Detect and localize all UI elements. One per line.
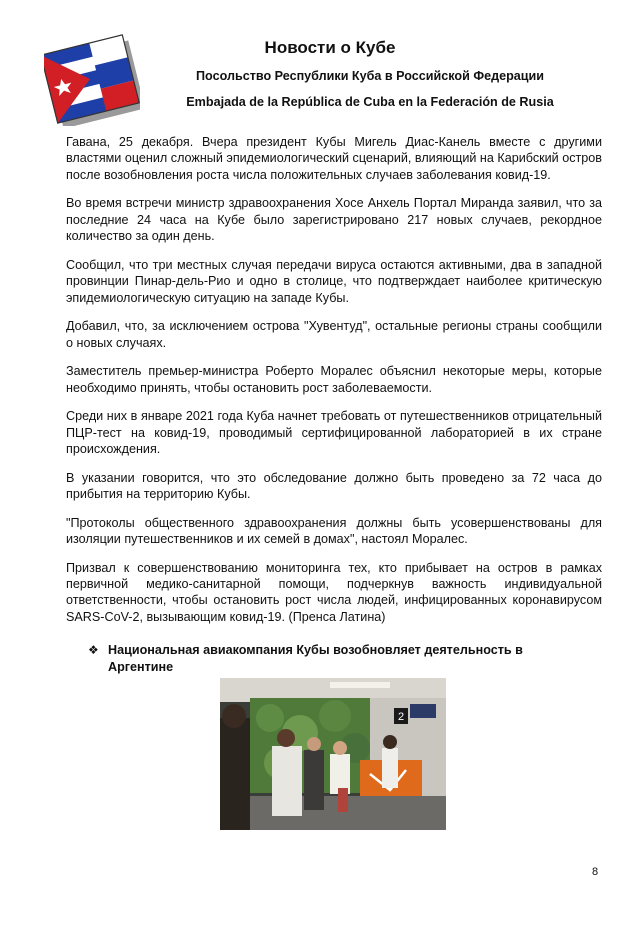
article-paragraph: В указании говорится, что это обследование должно быть проведено за 72 часа до прибытия на территорию Кубы. xyxy=(66,470,602,502)
news-headline-bullet xyxy=(88,642,568,676)
article-paragraph: Призвал к совершенствованию мониторинга тех, кто прибывает на остров в рамках первичной медико-санитарной помощи, подчеркнув важность индивидуальной ответственности, чтобы остановить рост числа людей, инфицированных коронавирусом SARS-CoV-2, вызывающим ковид-19. (Пренса Латина) xyxy=(66,560,602,624)
article-paragraph: Добавил, что, за исключением острова "Хувентуд", остальные регионы страны сообщили о новых случаях. xyxy=(66,319,602,350)
article-paragraph: Во время встречи министр здравоохранения Хосе Анхель Портал Миранда заявил, что за последние 24 часа на Кубе было зарегистрировано 217 новых случаев, рекордное количество за один день. xyxy=(66,196,602,244)
article-paragraph: Заместитель премьер-министра Роберто Моралес объяснил некоторые меры, которые необходимо принять, чтобы остановить рост заболеваемости. xyxy=(66,364,602,395)
news-headline: Национальная авиакомпания Кубы возобновляет деятельность в Аргентине xyxy=(108,643,523,674)
page-number: 8 xyxy=(592,866,599,878)
diamond-bullet-icon: ❖ xyxy=(88,643,99,657)
article-paragraph: Гавана, 25 декабря. Вчера президент Кубы Мигель Диас-Канель вместе с другими властями оценил сложный эпидемиологический сценарий, влияющий на Карибский остров после возобновления роста числа положительных случаев заболевания ковид-19. xyxy=(66,135,602,182)
article-paragraph: Среди них в январе 2021 года Куба начнет требовать от путешественников отрицательный ПЦР-тест на ковид-19, проводимый сертифицированной лабораторией в их стране происхождения. xyxy=(66,409,602,457)
gate-sign-number: 2 xyxy=(397,711,405,723)
embassy-name-ru: Посольство Республики Куба в Российской Федерации xyxy=(196,69,544,83)
news-article xyxy=(66,134,602,637)
embassy-name-es: Embajada de la República de Cuba en la Federación de Rusia xyxy=(186,95,554,109)
article-paragraph: Сообщил, что три местных случая передачи вируса остаются активными, два в западной провинции Пинар-дель-Рио и одно в столице, что подтверждает наиболее критическую эпидемиологическую ситуацию на западе Кубы. xyxy=(66,257,602,305)
page-title: Новости о Кубе xyxy=(264,38,396,57)
cuba-russia-flag-icon xyxy=(44,30,140,126)
article-paragraph: "Протоколы общественного здравоохранения должны быть усовершенствованы для изоляции путешественников и их семей в домах", настоял Моралес. xyxy=(66,515,602,547)
airport-photo xyxy=(220,678,446,830)
